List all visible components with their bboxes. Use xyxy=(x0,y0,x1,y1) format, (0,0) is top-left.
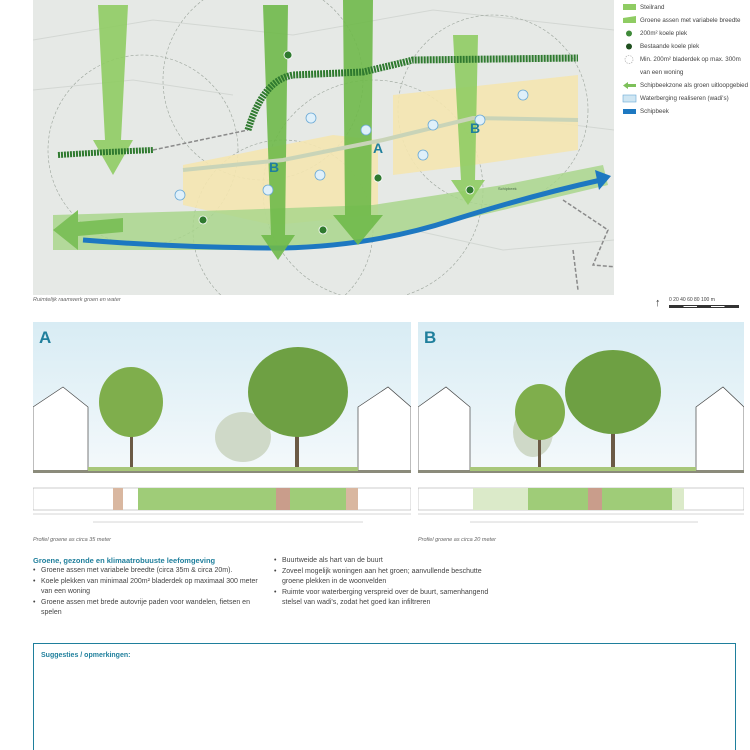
profile-a-letter: A xyxy=(39,328,52,347)
list-item: • Buurtweide als hart van de buurt xyxy=(274,556,489,567)
steilrand-icon xyxy=(622,1,640,14)
legend-item-steilrand: Steilrand xyxy=(622,1,750,14)
legend-item-brook: Schipbeek xyxy=(622,105,750,118)
profile-a xyxy=(33,322,411,532)
existing-cool-spot-icon xyxy=(622,40,640,53)
legend-item-brook-zone: Schipbeekzone als groen uitloopgebied xyxy=(622,79,750,92)
scale-labels: 0 20 40 60 80 100 m xyxy=(669,297,715,303)
profile-b-graphic xyxy=(418,322,744,532)
left-bullet-list xyxy=(33,566,258,619)
map-label-a: A xyxy=(373,140,384,156)
right-bullet-list xyxy=(274,556,489,609)
legend-item-existing-cool-spot: Bestaande koele plek xyxy=(622,40,750,53)
suggestions-box[interactable] xyxy=(33,643,736,750)
scale-bar xyxy=(655,297,745,313)
cool-spot-icon xyxy=(622,27,640,40)
list-item: • Koele plekken van minimaal 200m² bladerdek op maximaal 300 meter van een woning xyxy=(33,577,258,598)
map-label-schipbeek: Schipbeek xyxy=(498,186,517,191)
green-axis-icon xyxy=(622,14,640,27)
legend-item-green-axis: Groene assen met variabele breedte xyxy=(622,14,750,27)
profile-a-graphic xyxy=(33,322,411,532)
list-item: • Groene assen met variabele breedte (circa 35m & circa 20m). xyxy=(33,566,258,577)
profile-b-letter: B xyxy=(424,328,437,347)
map-caption: Ruimtelijk raamwerk groen en water xyxy=(33,297,121,303)
list-item: • Groene assen met brede autovrije paden voor wandelen, fietsen en spelen xyxy=(33,598,258,619)
profile-b-caption: Profiel groene as circa 20 meter xyxy=(418,537,496,543)
section-heading: Groene, gezonde en klimaatrobuuste leefomgeving xyxy=(33,556,216,565)
map-graphic xyxy=(33,0,614,295)
scale-graphic xyxy=(669,305,739,308)
canopy-icon xyxy=(622,53,640,66)
legend-item-cool-spot: 200m² koele plek xyxy=(622,27,750,40)
profile-b xyxy=(418,322,744,532)
legend-item-canopy: Min. 200m² bladerdek op max. 300m van een woning xyxy=(622,53,750,79)
wadi-icon xyxy=(622,92,640,105)
profile-a-caption: Profiel groene as circa 35 meter xyxy=(33,537,111,543)
map-label-b-left: B xyxy=(269,159,280,175)
map-label-b-right: B xyxy=(470,120,481,136)
list-item: • Zoveel mogelijk woningen aan het groen; aanvullende beschutte groene plekken in de woonvelden xyxy=(274,567,489,588)
legend-item-wadi: Waterberging realiseren (wadi's) xyxy=(622,92,750,105)
brook-zone-icon xyxy=(622,79,640,92)
list-item: • Ruimte voor waterberging verspreid over de buurt, samenhangend stelsel van wadi's, zodat het goed kan infiltreren xyxy=(274,588,489,609)
north-arrow-icon: ↑ xyxy=(655,297,661,309)
suggestions-label: Suggesties / opmerkingen: xyxy=(41,652,131,659)
spatial-framework-map xyxy=(33,0,614,295)
map-legend xyxy=(614,0,750,146)
brook-icon xyxy=(622,105,640,118)
